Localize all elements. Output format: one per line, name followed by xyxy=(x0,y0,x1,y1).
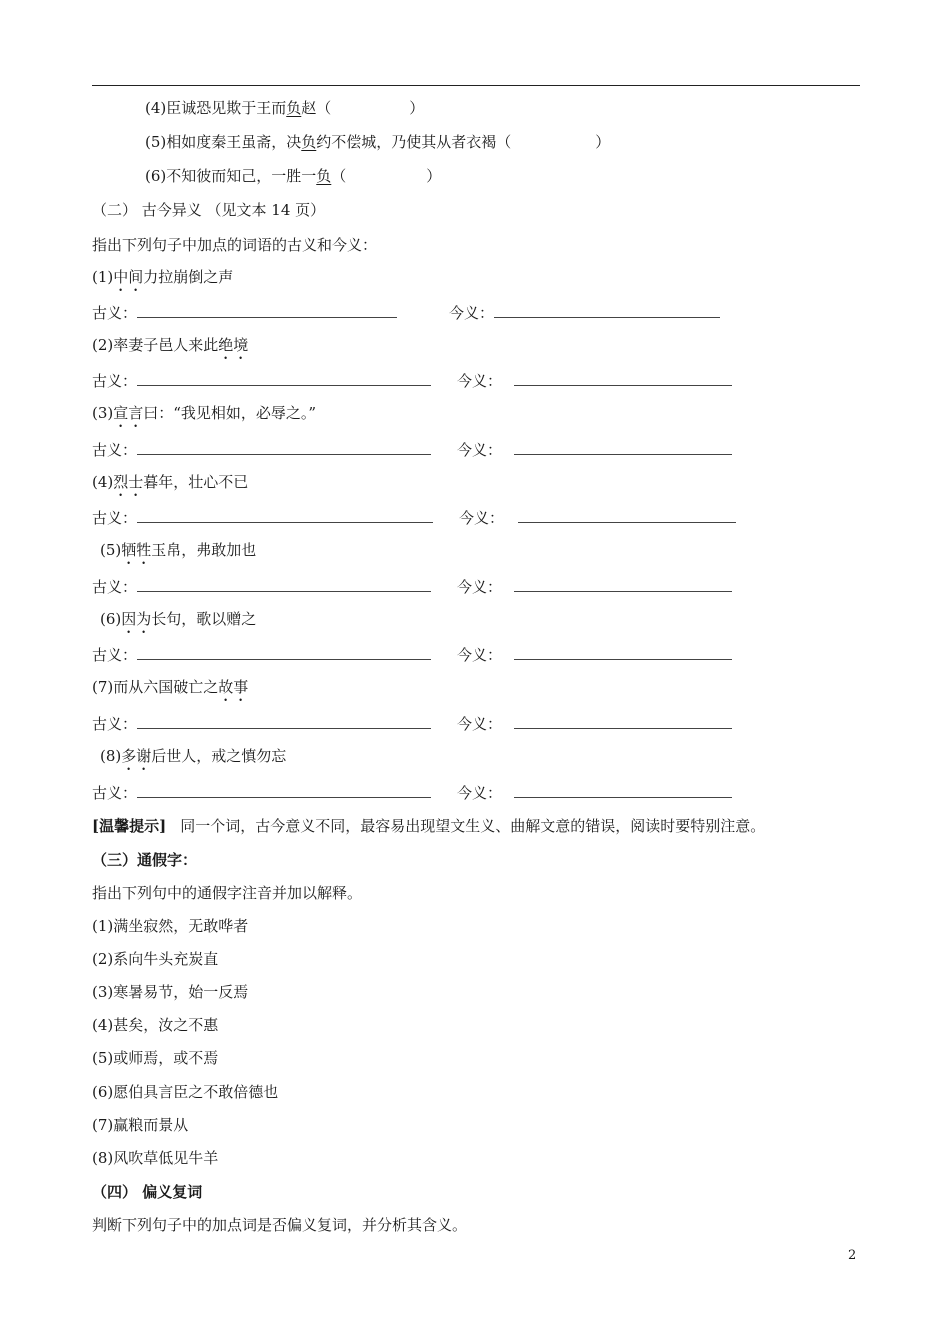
tip-text: 同一个词，古今意义不同，最容易出现望文生义、曲解文意的错误，阅读时要特别注意。 xyxy=(180,817,766,835)
modern-blank[interactable] xyxy=(514,645,732,660)
tip xyxy=(92,816,765,836)
item-text: 曰：“我见相如，必辱之。” xyxy=(143,404,317,422)
modern-blank[interactable] xyxy=(518,508,736,523)
item-number: (8) xyxy=(100,747,122,765)
item-number: (5) xyxy=(100,541,122,559)
modern-label: 今义： xyxy=(457,715,503,733)
item-text: 不知彼而知己，一胜一 xyxy=(166,167,317,185)
list-item xyxy=(92,472,248,500)
modern-blank[interactable] xyxy=(494,303,720,318)
item-number: (7) xyxy=(92,678,114,696)
modern-label: 今义： xyxy=(457,784,503,802)
item-text: ） xyxy=(595,133,611,151)
list-item xyxy=(100,540,256,568)
list-item: (1)满坐寂然，无敢哗者 xyxy=(92,917,249,935)
ancient-label: 古义： xyxy=(92,578,138,596)
ancient-label: 古义： xyxy=(92,509,138,527)
header-rule xyxy=(92,85,860,86)
item-number: (5) xyxy=(145,133,167,151)
list-item xyxy=(145,98,424,118)
item-text: 相如度秦王虽斋，决 xyxy=(166,133,302,151)
ancient-label: 古义： xyxy=(92,646,138,664)
ancient-blank[interactable] xyxy=(137,783,431,798)
item-number: (4) xyxy=(92,473,114,491)
item-number: (1) xyxy=(92,268,114,286)
ancient-label: 古义： xyxy=(92,715,138,733)
item-text: 力拉崩倒之声 xyxy=(143,268,234,286)
modern-label: 今义： xyxy=(449,304,495,322)
ancient-blank[interactable] xyxy=(137,577,431,592)
list-item: (7)赢粮而景从 xyxy=(92,1116,189,1134)
list-item: (3)寒暑易节，始一反焉 xyxy=(92,983,249,1001)
answer-row xyxy=(92,645,732,665)
dotted-word: 牺牲 xyxy=(121,541,152,559)
dotted-word: 绝境 xyxy=(218,336,249,354)
list-item xyxy=(92,677,248,705)
dotted-word: 故事 xyxy=(218,678,249,696)
ancient-label: 古义： xyxy=(92,372,138,390)
dotted-word: 宣言 xyxy=(113,404,144,422)
instruction: 判断下列句子中的加点词是否偏义复词，并分析其含义。 xyxy=(92,1216,468,1234)
item-number: (4) xyxy=(145,99,167,117)
ancient-blank[interactable] xyxy=(137,508,433,523)
item-text: 玉帛，弗敢加也 xyxy=(151,541,257,559)
dotted-word: 多谢 xyxy=(121,747,152,765)
list-item xyxy=(100,609,256,637)
item-number: (6) xyxy=(100,610,122,628)
item-text: 长句，歌以赠之 xyxy=(151,610,257,628)
ancient-label: 古义： xyxy=(92,784,138,802)
answer-row xyxy=(92,783,732,803)
list-item: (2)系向牛头充炭直 xyxy=(92,950,219,968)
answer-row xyxy=(92,371,732,391)
section-heading: （三）通假字： xyxy=(92,851,198,869)
item-text: ） xyxy=(426,167,442,185)
answer-row xyxy=(92,440,732,460)
answer-row xyxy=(92,714,732,734)
page-number: 2 xyxy=(848,1248,857,1263)
modern-label: 今义： xyxy=(457,441,503,459)
ancient-label: 古义： xyxy=(92,441,138,459)
ancient-label: 古义： xyxy=(92,304,138,322)
instruction: 指出下列句中的通假字注音并加以解释。 xyxy=(92,884,363,902)
section-heading: （二） 古今异义 （见文本 14 页） xyxy=(92,201,326,219)
dotted-word: 因为 xyxy=(121,610,152,628)
modern-blank[interactable] xyxy=(514,440,732,455)
modern-label: 今义： xyxy=(457,646,503,664)
ancient-blank[interactable] xyxy=(137,714,431,729)
modern-blank[interactable] xyxy=(514,577,732,592)
modern-blank[interactable] xyxy=(514,371,732,386)
modern-blank[interactable] xyxy=(514,783,732,798)
ancient-blank[interactable] xyxy=(137,440,431,455)
item-number: (6) xyxy=(145,167,167,185)
underlined-word: 负 xyxy=(286,99,302,117)
list-item: (6)愿伯具言臣之不敢倍德也 xyxy=(92,1083,279,1101)
list-item xyxy=(145,132,610,152)
ancient-blank[interactable] xyxy=(137,303,397,318)
answer-row xyxy=(92,577,732,597)
list-item xyxy=(92,403,316,431)
modern-label: 今义： xyxy=(457,372,503,390)
modern-label: 今义： xyxy=(459,509,505,527)
underlined-word: 负 xyxy=(316,167,332,185)
item-text: 约不偿城，乃使其从者衣褐（ xyxy=(316,133,512,151)
item-text: 而从六国破亡之 xyxy=(113,678,219,696)
item-text: 臣诚恐见欺于王而 xyxy=(166,99,287,117)
instruction: 指出下列句子中加点的词语的古义和今义： xyxy=(92,236,378,254)
item-text: （ xyxy=(331,167,347,185)
ancient-blank[interactable] xyxy=(137,645,431,660)
item-text: ） xyxy=(409,99,425,117)
item-text: 率妻子邑人来此 xyxy=(113,336,219,354)
list-item: (4)甚矣，汝之不惠 xyxy=(92,1016,219,1034)
item-number: (3) xyxy=(92,404,114,422)
list-item xyxy=(145,166,441,186)
modern-label: 今义： xyxy=(457,578,503,596)
list-item xyxy=(100,746,286,774)
item-text: 暮年，壮心不已 xyxy=(143,473,249,491)
item-text: 后世人，戒之慎勿忘 xyxy=(151,747,287,765)
ancient-blank[interactable] xyxy=(137,371,431,386)
underlined-word: 负 xyxy=(301,133,317,151)
list-item: (8)风吹草低见牛羊 xyxy=(92,1149,219,1167)
list-item xyxy=(92,267,233,295)
list-item xyxy=(92,335,248,363)
section-heading: （四） 偏义复词 xyxy=(92,1183,203,1201)
item-number: (2) xyxy=(92,336,114,354)
dotted-word: 中间 xyxy=(113,268,144,286)
modern-blank[interactable] xyxy=(514,714,732,729)
item-text: 赵（ xyxy=(301,99,332,117)
answer-row xyxy=(92,303,720,323)
tip-label: [温馨提示] xyxy=(92,817,167,835)
dotted-word: 烈士 xyxy=(113,473,144,491)
list-item: (5)或师焉，或不焉 xyxy=(92,1049,219,1067)
answer-row xyxy=(92,508,736,528)
